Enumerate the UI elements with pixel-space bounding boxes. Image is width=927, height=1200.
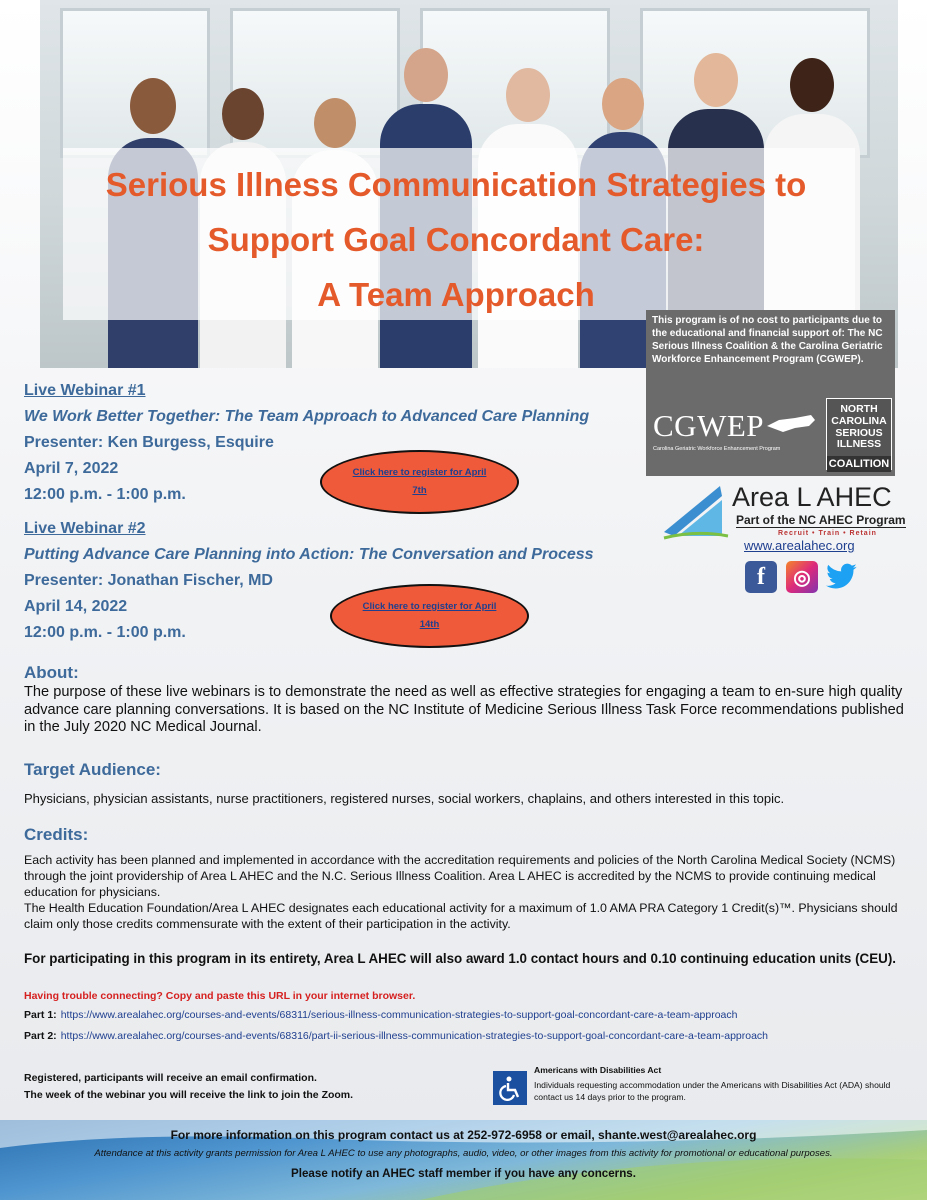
webinar2-presenter: Presenter: Jonathan Fischer, MD <box>24 572 273 589</box>
webinar1-title: We Work Better Together: The Team Approach to Advanced Care Planning <box>24 408 590 425</box>
footer-permission: Attendance at this activity grants permission for Area L AHEC to use any photographs, audio, video, or other images from this activity for promotional or educational purposes. <box>94 1148 833 1159</box>
webinar1-presenter: Presenter: Ken Burgess, Esquire <box>24 434 274 451</box>
part2-link[interactable]: https://www.arealahec.org/courses-and-events/68316/part-ii-serious-illness-communication-strategies-to-support-goal-concordant-care-a-team-approach <box>60 1030 769 1042</box>
ahec-name: Area L AHEC <box>732 482 892 512</box>
credits-text-2: The Health Education Foundation/Area L AHEC designates each educational activity for a maximum of 1.0 AMA PRA Category 1 Credit(s)™. Physicians should claim only those credits commensurate with the extent of their participation in the activity. <box>24 901 898 932</box>
ahec-motto: Recruit • Train • Retain <box>778 530 877 537</box>
trouble-connecting-text: Having trouble connecting? Copy and paste this URL in your internet browser. <box>24 990 416 1002</box>
footer-contact: For more information on this program contact us at 252-972-6958 or email, shante.west@arealahec.org <box>170 1128 757 1142</box>
credits-text-1: Each activity has been planned and implemented in accordance with the accreditation requirements and policies of the North Carolina Medical Society (NCMS) through the joint providership of Area L AHEC and the N.C. Serious Illness Coalition. Area L AHEC is accredited by the NCMS to provide continuing medical education for physicians. <box>24 853 896 900</box>
register-april7-button[interactable]: Click here to register for April 7th <box>320 450 519 514</box>
webinar1-time: 12:00 p.m. - 1:00 p.m. <box>24 486 186 503</box>
part1-label: Part 1: <box>24 1009 57 1021</box>
ahec-tagline: Part of the NC AHEC Program <box>736 513 906 527</box>
registration-line: Registered, participants will receive an email confirmation. <box>24 1072 317 1084</box>
title-line: Support Goal Concordant Care: <box>207 220 705 258</box>
ada-text: Individuals requesting accommodation under the Americans with Disabilities Act (ADA) should contact us 14 days prior to the program. <box>534 1080 891 1103</box>
twitter-icon[interactable] <box>826 561 858 593</box>
register-april14-button[interactable]: Click here to register for April 14th <box>330 584 529 648</box>
ncsic-line: SERIOUS <box>835 426 883 439</box>
webinar2-time: 12:00 p.m. - 1:00 p.m. <box>24 624 186 641</box>
title-line: Serious Illness Communication Strategies to <box>105 166 807 203</box>
sponsor-text: This program is of no cost to participants due to the educational and financial support of: The NC Serious Illness Coalition & the Carolina Geriatric Workforce Enhancement Program (CGWEP). <box>652 315 883 365</box>
cgwep-logo-text: CGWEP <box>653 408 764 443</box>
part1-link[interactable]: https://www.arealahec.org/courses-and-events/68311/serious-illness-communication-strategies-to-support-goal-concordant-care-a-team-approach <box>60 1009 738 1021</box>
ahec-website-link[interactable]: www.arealahec.org <box>744 538 855 553</box>
part1-row <box>24 1008 904 1024</box>
nc-state-icon <box>765 412 817 434</box>
about-heading: About: <box>24 663 79 682</box>
ada-title: Americans with Disabilities Act <box>534 1065 662 1075</box>
cgwep-subtitle: Carolina Geriatric Workforce Enhancement Program <box>653 446 781 452</box>
cgwep-logo <box>653 408 825 464</box>
ncsic-line: NORTH <box>840 403 878 415</box>
webinar2-date: April 14, 2022 <box>24 598 128 615</box>
contact-hours-text: For participating in this program in its entirety, Area L AHEC will also award 1.0 contact hours and 0.10 continuing education units (CEU). <box>24 951 897 966</box>
ncsic-line: ILLNESS <box>836 438 882 451</box>
ncsic-line: CAROLINA <box>831 414 887 427</box>
webinar1-date: April 7, 2022 <box>24 460 119 477</box>
instagram-icon[interactable]: ◎ <box>786 561 818 593</box>
audience-heading: Target Audience: <box>24 760 161 779</box>
webinar2-label: Live Webinar #2 <box>24 520 146 537</box>
wheelchair-icon <box>493 1071 527 1105</box>
page-title <box>40 158 872 322</box>
credits-heading: Credits: <box>24 825 89 844</box>
part2-label: Part 2: <box>24 1030 57 1042</box>
twitter-bird-icon <box>826 563 858 591</box>
title-line: A Team Approach <box>317 275 595 313</box>
part2-row <box>24 1029 904 1045</box>
webinar1-label: Live Webinar #1 <box>24 382 146 399</box>
registration-line: The week of the webinar you will receive the link to join the Zoom. <box>24 1088 354 1101</box>
ncsic-coalition: COALITION <box>827 456 891 472</box>
ahec-swoosh-icon <box>660 480 730 540</box>
ncsic-logo <box>826 398 892 470</box>
registration-note <box>24 1070 353 1104</box>
about-text: The purpose of these live webinars is to demonstrate the need as well as effective strategies for engaging a team to en-sure high quality advance care planning conversations. It is based on the NC Institute of Medicine Serious Illness Task Force recommendations published in the July 2020 NC Medical Journal. <box>24 684 904 735</box>
footer-notify: Please notify an AHEC staff member if you have any concerns. <box>291 1167 636 1180</box>
facebook-icon[interactable]: f <box>745 561 777 593</box>
webinar2-title: Putting Advance Care Planning into Action: The Conversation and Process <box>24 546 594 563</box>
audience-text: Physicians, physician assistants, nurse practitioners, registered nurses, social workers, chaplains, and others interested in this topic. <box>24 791 785 806</box>
sponsor-box <box>646 310 895 476</box>
